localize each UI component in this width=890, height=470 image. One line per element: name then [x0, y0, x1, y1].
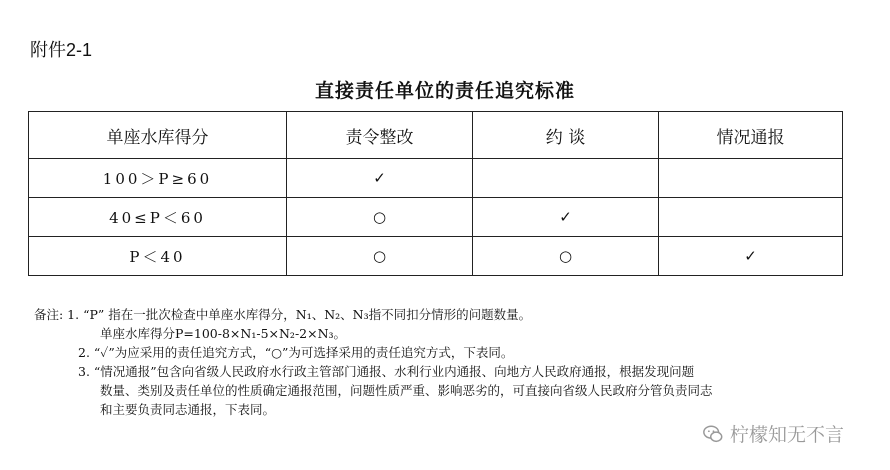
- table-cell: P＜40: [29, 237, 287, 276]
- note-line: 数量、类别及责任单位的性质确定通报范围，问题性质严重、影响恶劣的，可直接向省级人民政府分管负责同志: [100, 383, 713, 398]
- note-line: 2. “✓”为应采用的责任追究方式，“○”为可选择采用的责任追究方式，下表同。: [78, 345, 514, 360]
- header-notification: 情况通报: [659, 112, 843, 159]
- table-cell: 100＞P≥60: [29, 159, 287, 198]
- table-row: [29, 159, 843, 198]
- table-header-row: [29, 112, 843, 159]
- table-cell: ✓: [473, 198, 659, 237]
- notes-section: [34, 305, 713, 419]
- wechat-icon: [702, 423, 724, 445]
- table-cell: ✓: [287, 159, 473, 198]
- table-cell: ○: [287, 237, 473, 276]
- page-title: 直接责任单位的责任追究标准: [314, 80, 575, 102]
- note-line: 备注: 1. “P” 指在一批次检查中单座水库得分，N₁、N₂、N₃指不同扣分情形的问题数量。: [34, 307, 532, 322]
- table-cell: ○: [473, 237, 659, 276]
- responsibility-standard-table: [28, 111, 843, 276]
- note-line: 单座水库得分P=100-8×N₁-5×N₂-2×N₃。: [100, 326, 347, 341]
- table-cell: [659, 159, 843, 198]
- watermark: [702, 420, 844, 447]
- note-line: 3. “情况通报”包含向省级人民政府水行政主管部门通报、水利行业内通报、向地方人民政府通报，根据发现问题: [78, 364, 695, 379]
- note-line: 和主要负责同志通报，下表同。: [100, 402, 276, 417]
- attachment-label: 附件2-1: [30, 40, 93, 60]
- header-rectification: 责令整改: [287, 112, 473, 159]
- table-cell: ○: [287, 198, 473, 237]
- table-cell: 40≤P＜60: [29, 198, 287, 237]
- header-score: 单座水库得分: [29, 112, 287, 159]
- watermark-text: 柠檬知无不言: [730, 424, 845, 446]
- table-cell: ✓: [659, 237, 843, 276]
- table-cell: [659, 198, 843, 237]
- header-interview: 约 谈: [473, 112, 659, 159]
- table-cell: [473, 159, 659, 198]
- table-row: [29, 237, 843, 276]
- table-row: [29, 198, 843, 237]
